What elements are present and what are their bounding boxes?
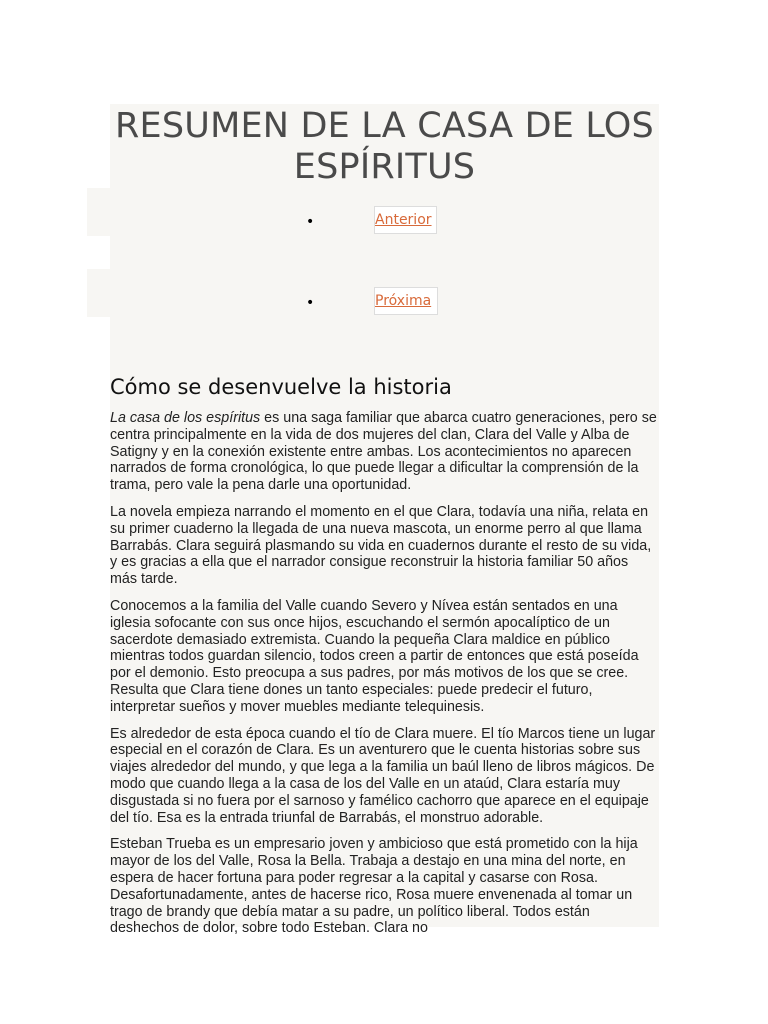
- page-margin-block: [87, 269, 110, 317]
- paragraph: La novela empieza narrando el momento en el que Clara, todavía una niña, relata en su primer cuaderno la llegada de una nueva mascota, un enorme perro al que llama Barrabás. Clara seguirá plasmando su vida en cuadernos durante el resto de su vida, y es gracias a ella que el narrador consigue reconstruir la historia familiar 50 años más tarde.: [110, 503, 652, 588]
- page-title: RESUMEN DE LA CASA DE LOS ESPÍRITUS: [115, 106, 654, 187]
- paragraph: Es alrededor de esta época cuando el tío de Clara muere. El tío Marcos tiene un lugar especial en el corazón de Clara. Es un aventurero que le cuenta historias sobre sus viajes alrededor del mundo, y que lega a la familia un baúl lleno de libros mágicos. De modo que cuando llega a la casa de los del Valle en un ataúd, Clara estaría muy disgustada si no fuera por el sarnoso y famélico cachorro que aparece en el equipaje del tío. Esa es la entrada triunfal de Barrabás, el monstruo adorable.: [110, 725, 656, 826]
- book-title-italic: La casa de los espíritus: [110, 410, 261, 426]
- nav-item-next: [110, 287, 659, 368]
- section-heading: Cómo se desenvuelve la historia: [110, 375, 452, 399]
- pagination-nav: [110, 206, 659, 368]
- bullet-icon: •: [306, 214, 315, 230]
- paragraph-text: es una saga familiar que abarca cuatro generaciones, pero se centra principalmente en la vida de dos mujeres del clan, Clara del Valle y Alba de Satigny y en la conexión existente entre ambas. Los acontecimientos no aparecen narrados de forma cronológica, lo que puede llegar a dificultar la comprensión de la trama, pero vale la pena darle una oportunidad.: [110, 410, 657, 494]
- next-link[interactable]: Próxima: [374, 287, 438, 315]
- paragraph: Esteban Trueba es un empresario joven y ambicioso que está prometido con la hija mayor de los del Valle, Rosa la Bella. Trabaja a destajo en una mina del norte, en espera de hacer fortuna para poder regresar a la capital y casarse con Rosa. Desafortunadamente, antes de hacerse rico, Rosa muere envenenada al tomar un trago de brandy que debía matar a su padre, un político liberal. Todos están deshechos de dolor, sobre todo Esteban. Clara no: [110, 836, 638, 937]
- bullet-icon: •: [306, 295, 315, 311]
- page-margin-block: [87, 188, 110, 236]
- document-page: [110, 104, 659, 937]
- paragraph: [110, 410, 659, 494]
- previous-link[interactable]: Anterior: [374, 206, 437, 234]
- paragraph: Conocemos a la familia del Valle cuando Severo y Nívea están sentados en una iglesia sofocante con sus once hijos, escuchando el sermón apocalíptico de un sacerdote demasiado extremista. Cuando la pequeña Clara maldice en público mientras todos guardan silencio, todos creen a partir de entonces que está poseída por el demonio. Esto preocupa a sus padres, por más motivos de los que se cree. Resulta que Clara tiene dones un tanto especiales: puede predecir el futuro, interpretar sueños y mover muebles mediante telequinesis.: [110, 597, 639, 715]
- nav-item-previous: [110, 206, 659, 287]
